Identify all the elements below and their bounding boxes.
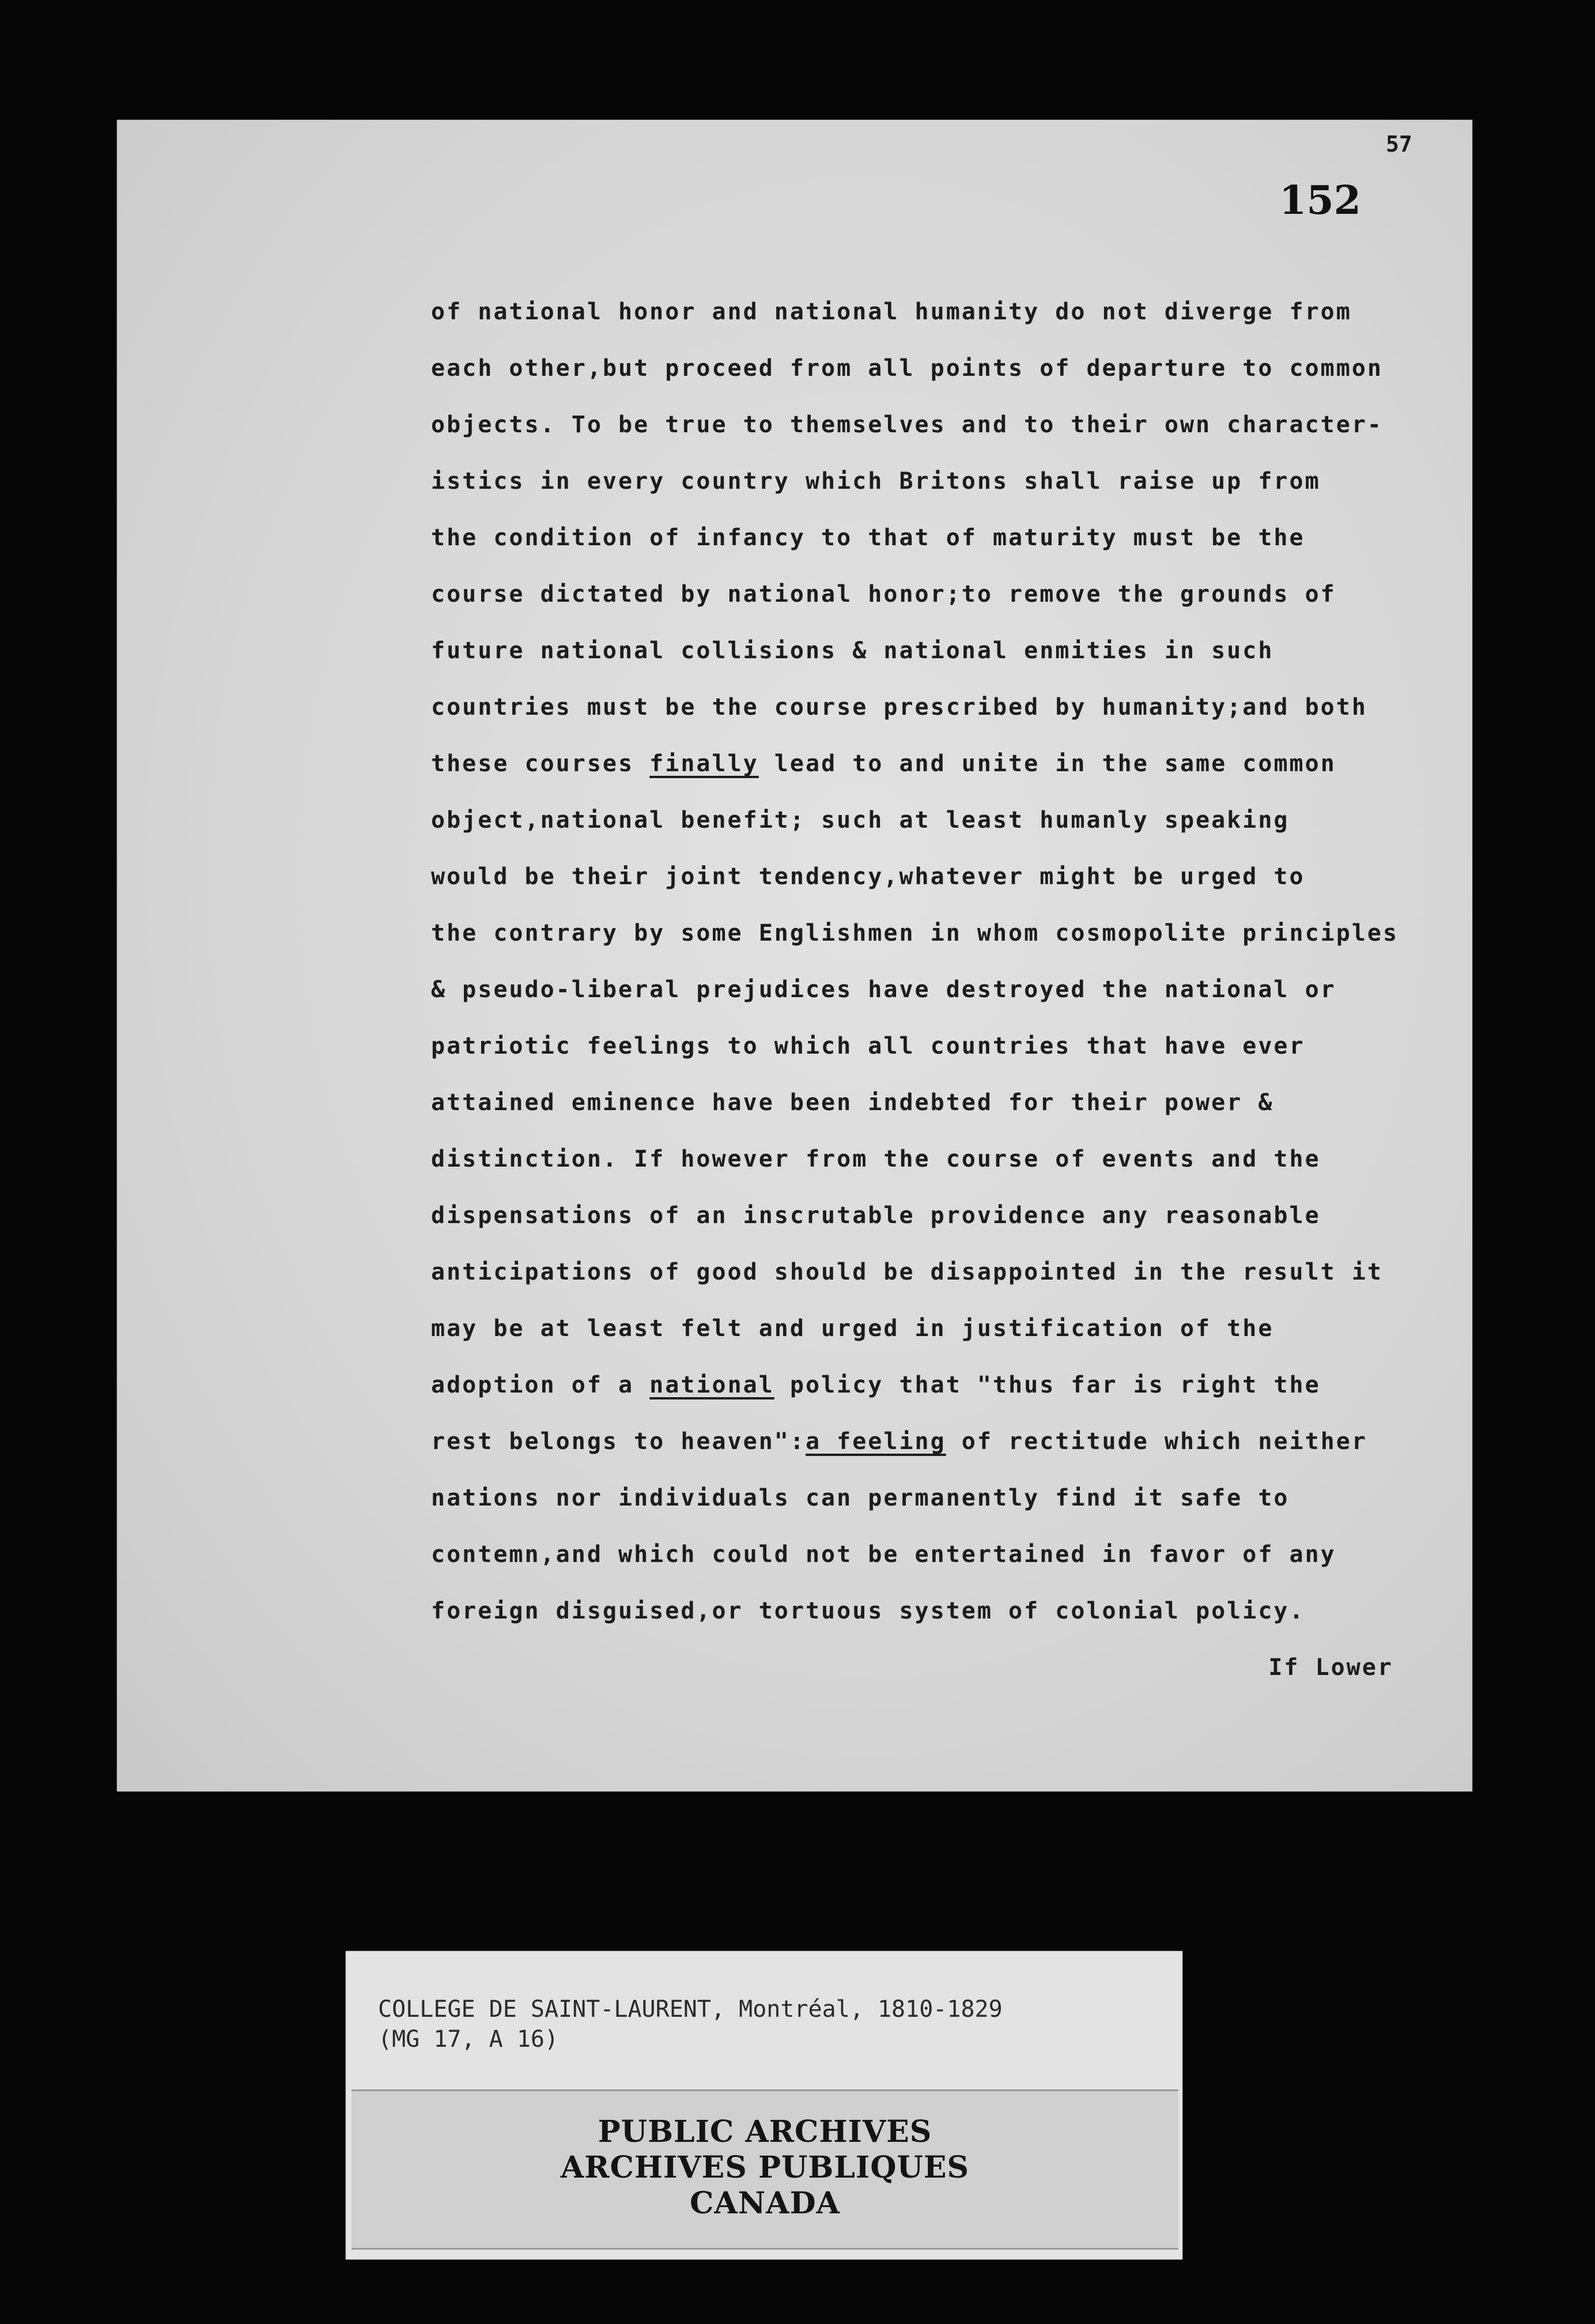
stamp-line-french: ARCHIVES PUBLIQUES xyxy=(560,2150,970,2185)
text-line: the contrary by some Englishmen in whom cosmopolite principles xyxy=(431,920,1399,946)
text-line: dispensations of an inscrutable providence any reasonable xyxy=(431,1202,1321,1229)
text-line: foreign disguised,or tortuous system of colonial policy. xyxy=(431,1598,1305,1624)
text-line: anticipations of good should be disappointed in the result it xyxy=(431,1259,1384,1285)
page-number-small: 57 xyxy=(1386,131,1412,157)
underlined-word: finally xyxy=(649,750,759,777)
collection-reference: (MG 17, A 16) xyxy=(378,2026,559,2053)
text-line: course dictated by national honor;to remove the grounds of xyxy=(431,581,1336,608)
underlined-word: national xyxy=(649,1372,774,1398)
text-line: each other,but proceed from all points of departure to common xyxy=(431,355,1384,382)
text-line: objects. To be true to themselves and to their own character- xyxy=(431,412,1384,438)
catchword: If Lower xyxy=(1268,1654,1393,1681)
text-line: contemn,and which could not be entertained in favor of any xyxy=(431,1541,1336,1568)
collection-title: COLLEGE DE SAINT-LAURENT, Montréal, 1810-1829 xyxy=(378,1996,1003,2023)
text-line: distinction. If however from the course of events and the xyxy=(431,1146,1321,1172)
text-line: future national collisions & national enmities in such xyxy=(431,637,1274,664)
text-line: would be their joint tendency,whatever might be urged to xyxy=(431,863,1305,890)
text-line: the condition of infancy to that of maturity must be the xyxy=(431,525,1305,551)
archive-label-card xyxy=(346,1951,1182,2259)
text-line: rest belongs to heaven":a feeling of rectitude which neither xyxy=(431,1428,1367,1455)
underlined-word: a feeling xyxy=(805,1428,946,1455)
text-line: may be at least felt and urged in justification of the xyxy=(431,1315,1274,1342)
typed-text-block xyxy=(431,284,1486,1696)
text-line: attained eminence have been indebted for their power & xyxy=(431,1089,1274,1116)
archives-stamp xyxy=(351,2089,1178,2250)
stamp-line-country: CANADA xyxy=(689,2186,841,2221)
text-line: nations nor individuals can permanently find it safe to xyxy=(431,1485,1290,1511)
text-line: these courses finally lead to and unite in the same common xyxy=(431,750,1336,777)
text-line: countries must be the course prescribed by humanity;and both xyxy=(431,694,1367,720)
text-line: patriotic feelings to which all countries that have ever xyxy=(431,1033,1305,1059)
page-number-large: 152 xyxy=(1279,178,1361,224)
text-line: object,national benefit; such at least humanly speaking xyxy=(431,807,1290,833)
text-line: istics in every country which Britons shall raise up from xyxy=(431,468,1321,495)
text-line: of national honor and national humanity do not diverge from xyxy=(431,299,1352,325)
text-line: & pseudo-liberal prejudices have destroyed the national or xyxy=(431,976,1336,1003)
text-line: adoption of a national policy that "thus far is right the xyxy=(431,1372,1321,1398)
stamp-line-english: PUBLIC ARCHIVES xyxy=(598,2114,932,2149)
